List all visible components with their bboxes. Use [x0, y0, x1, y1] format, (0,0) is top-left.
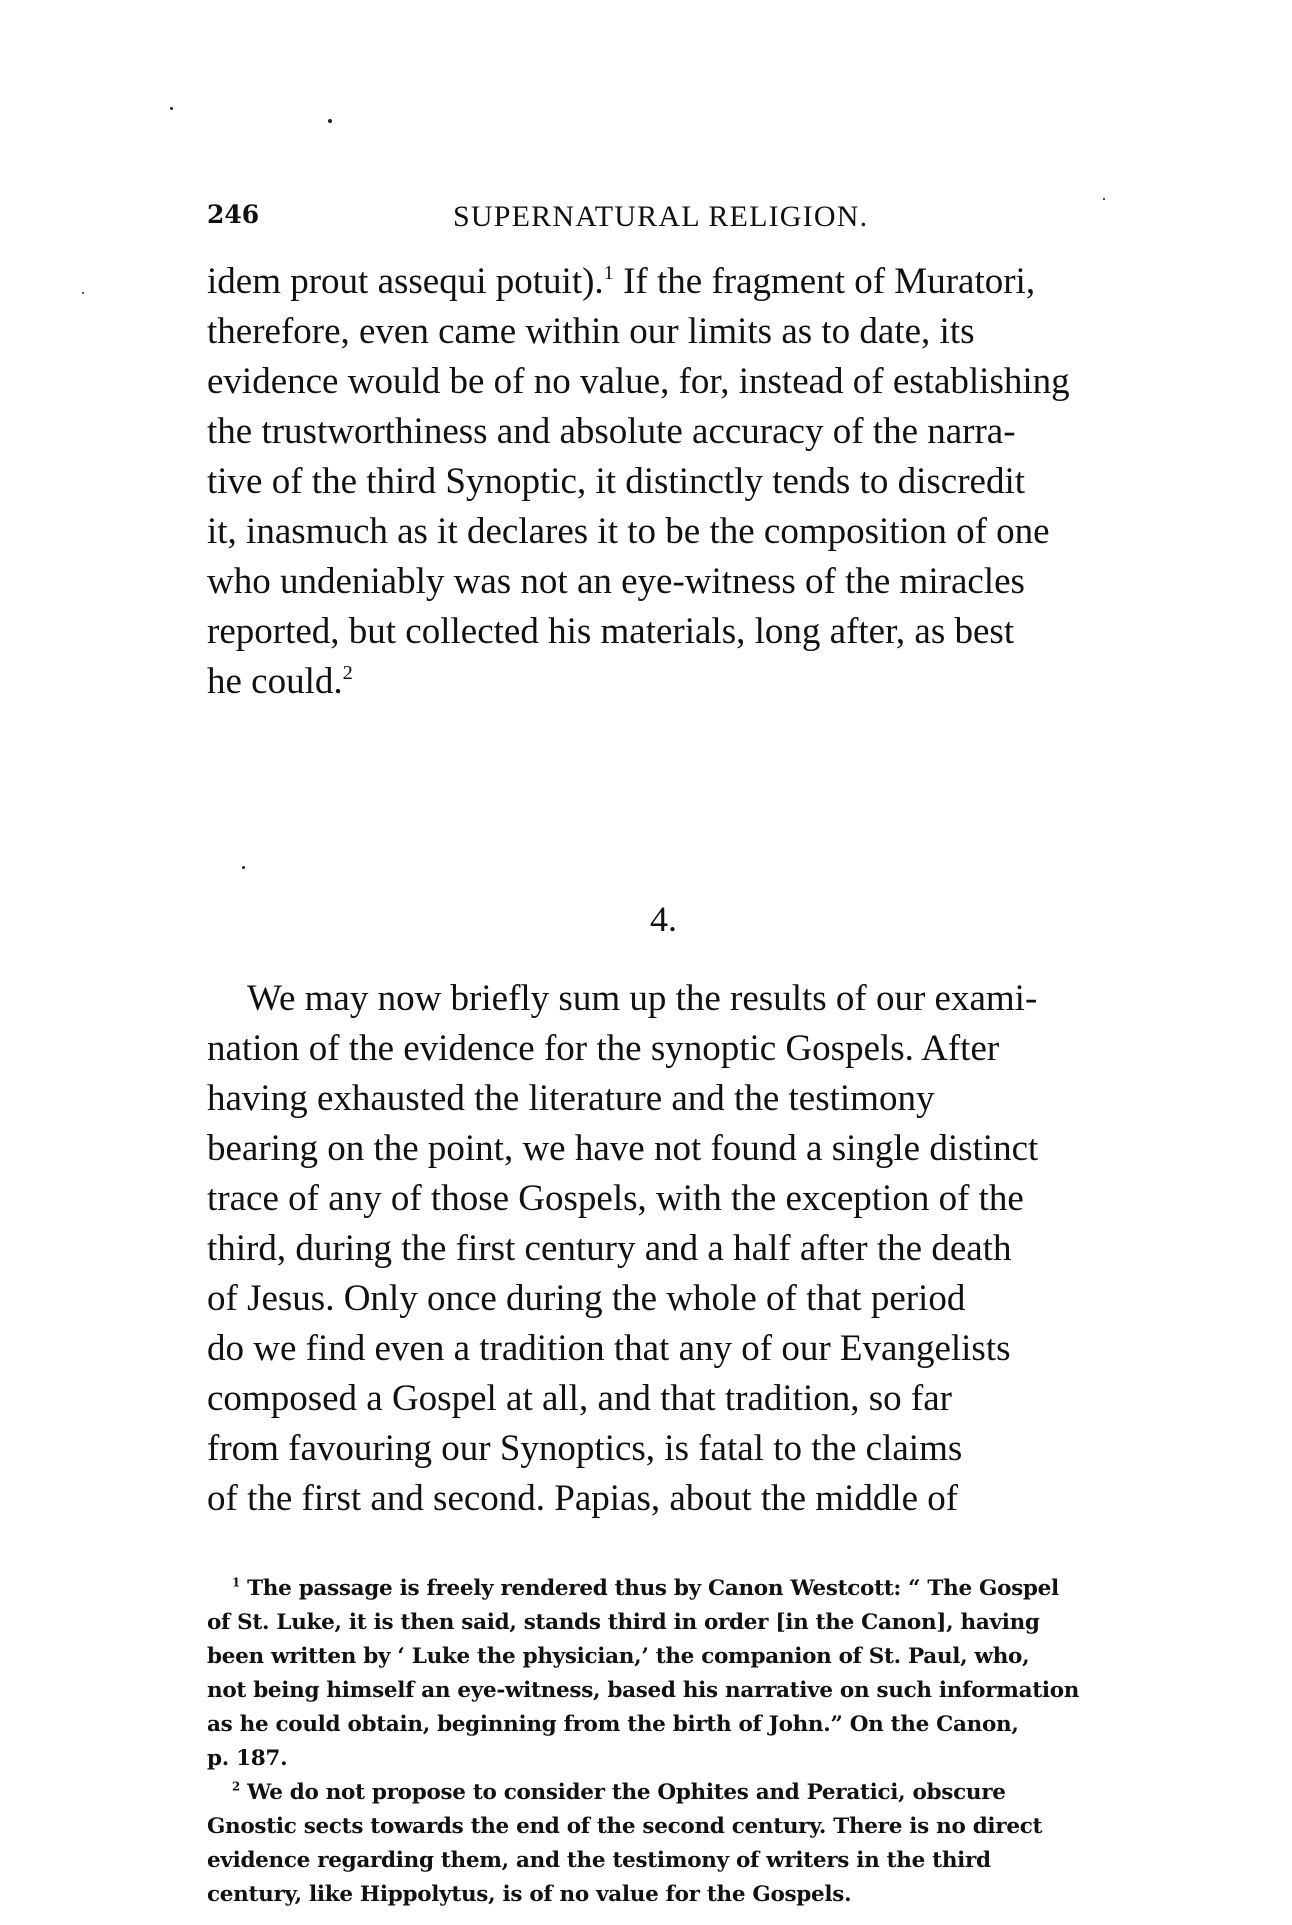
- footnote-1-line: [232, 1575, 1125, 1601]
- footnote-marker-1: 1: [232, 1575, 240, 1590]
- footnote-2-line: Gnostic sects towards the end of the second century. There is no direct: [207, 1814, 1043, 1839]
- footnote-1-line: p. 187.: [207, 1746, 288, 1771]
- text-line: evidence would be of no value, for, instead of establishing: [207, 361, 1070, 402]
- footnote-1-line: been written by ‘ Luke the physician,’ the companion of St. Paul, who,: [207, 1644, 1030, 1669]
- scan-speck: [82, 292, 84, 294]
- page-number: 246: [207, 200, 260, 229]
- text-run: We do not propose to consider the Ophites and Peratici, obscure: [247, 1780, 1006, 1805]
- text-line: therefore, even came within our limits as to date, its: [207, 311, 975, 352]
- text-line: reported, but collected his materials, long after, as best: [207, 611, 1015, 652]
- footnote-1-line: of St. Luke, it is then said, stands third in order [in the Canon], having: [207, 1610, 1040, 1635]
- text-line: [207, 263, 1125, 303]
- scan-speck: [1103, 198, 1105, 200]
- text-line: third, during the first century and a half after the death: [207, 1228, 1012, 1269]
- text-line: bearing on the point, we have not found a single distinct: [207, 1128, 1039, 1169]
- text-run: he could.: [207, 661, 343, 702]
- text-line: from favouring our Synoptics, is fatal to the claims: [207, 1428, 963, 1469]
- text-run: idem prout assequi potuit).: [207, 261, 604, 302]
- footnote-1-line: not being himself an eye-witness, based his narrative on such information: [207, 1678, 1080, 1703]
- text-line: tive of the third Synoptic, it distinctly tends to discredit: [207, 461, 1026, 502]
- footnote-2-line: [232, 1779, 1125, 1805]
- text-line: do we find even a tradition that any of our Evangelists: [207, 1328, 1011, 1369]
- text-line: of the first and second. Papias, about the middle of: [207, 1478, 959, 1519]
- scan-speck: [170, 107, 173, 110]
- text-run: The passage is freely rendered thus by Canon Westcott: “ The Gospel: [247, 1576, 1059, 1601]
- text-line: having exhausted the literature and the testimony: [207, 1078, 935, 1119]
- footnote-2-line: century, like Hippolytus, is of no value for the Gospels.: [207, 1882, 852, 1907]
- text-line: of Jesus. Only once during the whole of that period: [207, 1278, 966, 1319]
- text-line: [207, 663, 1125, 703]
- footnote-ref-2[interactable]: 2: [342, 661, 353, 684]
- text-line: We may now briefly sum up the results of our exami-: [247, 978, 1038, 1019]
- text-line: it, inasmuch as it declares it to be the composition of one: [207, 511, 1050, 552]
- section-number: 4.: [650, 899, 677, 939]
- text-line: who undeniably was not an eye-witness of the miracles: [207, 561, 1025, 602]
- footnote-marker-2: 2: [232, 1779, 240, 1794]
- footnote-2-line: evidence regarding them, and the testimony of writers in the third: [207, 1848, 991, 1873]
- footnote-ref-1[interactable]: 1: [603, 261, 614, 284]
- text-line: trace of any of those Gospels, with the exception of the: [207, 1178, 1024, 1219]
- running-title: SUPERNATURAL RELIGION.: [453, 200, 869, 233]
- scan-speck: [328, 119, 332, 123]
- scan-speck: [242, 866, 245, 869]
- text-line: composed a Gospel at all, and that tradition, so far: [207, 1378, 952, 1419]
- footnote-1-line: as he could obtain, beginning from the birth of John.” On the Canon,: [207, 1712, 1019, 1737]
- text-run: If the fragment of Muratori,: [613, 261, 1036, 302]
- text-line: the trustworthiness and absolute accuracy of the narra-: [207, 411, 1016, 452]
- text-line: nation of the evidence for the synoptic Gospels. After: [207, 1028, 1000, 1069]
